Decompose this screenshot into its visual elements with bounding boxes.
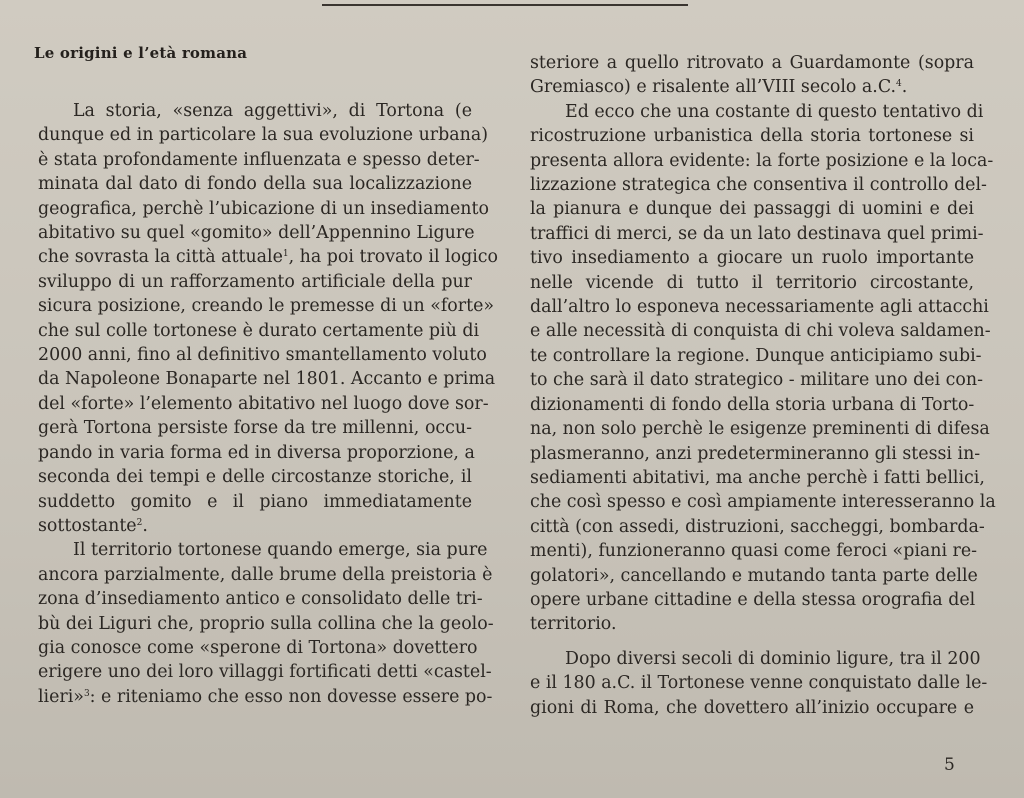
text-line: del «forte» l’elemento abitativo nel luogo dove sor- [38, 393, 489, 414]
footnote-marker: 4 [896, 79, 902, 90]
right-column [530, 51, 996, 720]
text-line: na, non solo perchè le esigenze preminenti di difesa [530, 419, 990, 440]
text-line: gerà Tortona persiste forse da tre millenni, occu- [38, 418, 472, 439]
footnote-marker: 1 [282, 249, 289, 260]
text-line: Il territorio tortonese quando emerge, sia pure [73, 540, 488, 561]
text-line: che sul colle tortonese è durato certamente più di [38, 320, 480, 341]
text-line: Dopo diversi secoli di dominio ligure, tra il 200 [565, 648, 981, 669]
text-line: geografica, perchè l’ubicazione di un insediamento [38, 198, 489, 219]
text-line: pando in varia forma ed in diversa proporzione, a [38, 442, 475, 463]
text-line: 2000 anni, fino al definitivo smantellamento voluto [38, 345, 487, 366]
text-line: dunque ed in particolare la sua evoluzione urbana) [38, 125, 488, 146]
text-line: sottostante$^2$. [38, 515, 148, 536]
text-line: sediamenti abitativi, ma anche perchè i fatti bellici, [530, 467, 985, 488]
text-line: traffici di merci, se da un lato destinava quel primi- [530, 223, 984, 244]
text-line: lizzazione strategica che consentiva il controllo del- [530, 175, 987, 196]
text-line: lieri»$^3$: e riteniamo che esso non dovesse essere po- [38, 686, 493, 707]
page-number: 5 [944, 755, 955, 775]
text-line: Ed ecco che una costante di questo tentativo di [565, 101, 984, 122]
text-line: ancora parzialmente, dalle brume della preistoria è [38, 564, 493, 585]
text-line: dall’altro lo esponeva necessariamente agli attacchi [530, 297, 989, 318]
text-line: bù dei Liguri che, proprio sulla collina che la geolo- [38, 613, 494, 634]
text-line: opere urbane cittadine e della stessa orografia del [530, 589, 976, 610]
footnote-marker: 2 [136, 517, 143, 528]
text-line: gioni di Roma, che dovettero all’inizio occupare e [530, 697, 974, 718]
text-line: sicura posizione, creando le premesse di un «forte» [38, 296, 495, 317]
top-rule [322, 4, 688, 6]
text-line: e alle necessità di conquista di chi voleva saldamen- [530, 321, 991, 342]
text-line: città (con assedi, distruzioni, saccheggi, bombarda- [530, 516, 985, 537]
text-line: da Napoleone Bonaparte nel 1801. Accanto e prima [38, 369, 496, 390]
text-line: minata dal dato di fondo della sua localizzazione [38, 174, 472, 195]
text-line: plasmeranno, anzi predetermineranno gli stessi in- [530, 443, 981, 464]
text-line: ricostruzione urbanistica della storia tortonese si [530, 126, 974, 147]
text-line: la pianura e dunque dei passaggi di uomini e dei [530, 199, 974, 220]
text-line: te controllare la regione. Dunque anticipiamo subi- [530, 345, 982, 366]
text-line: che sovrasta la città attuale$^1$, ha poi trovato il logico [38, 247, 498, 268]
text-line: territorio. [530, 614, 617, 635]
text-line: nelle vicende di tutto il territorio circostante, [530, 272, 974, 293]
text-line: dizionamenti di fondo della storia urbana di Torto- [530, 394, 975, 415]
text-line: suddetto gomito e il piano immediatamente [38, 491, 472, 512]
left-column [38, 99, 498, 709]
text-line: presenta allora evidente: la forte posizione e la loca- [530, 150, 994, 171]
section-heading: Le origini e l’età romana [34, 44, 248, 62]
text-line: tivo insediamento a giocare un ruolo importante [530, 248, 974, 269]
text-line: zona d’insediamento antico e consolidato delle tri- [38, 589, 483, 610]
text-line: abitativo su quel «gomito» dell’Appennino Ligure [38, 223, 475, 244]
text-line: gia conosce come «sperone di Tortona» dovettero [38, 637, 478, 658]
text-line: to che sarà il dato strategico - militare uno dei con- [530, 370, 983, 391]
text-line: menti), funzioneranno quasi come feroci «piani re- [530, 541, 978, 562]
text-line: seconda dei tempi e delle circostanze storiche, il [38, 467, 472, 488]
text-line: steriore a quello ritrovato a Guardamonte (sopra [530, 53, 974, 73]
text-line: Gremiasco) e risalente all’VIII secolo a.C.$^4$. [530, 77, 908, 98]
paragraph-gap [530, 637, 974, 647]
text-line: golatori», cancellando e mutando tanta parte delle [530, 565, 978, 586]
text-line: che così spesso e così ampiamente interesseranno la [530, 492, 996, 513]
text-line: La storia, «senza aggettivi», di Tortona (e [73, 101, 472, 121]
text-line: e il 180 a.C. il Tortonese venne conquistato dalle le- [530, 673, 988, 694]
text-line: erigere uno dei loro villaggi fortificati detti «castel- [38, 662, 492, 683]
text-line: sviluppo di un rafforzamento artificiale della pur [38, 271, 472, 292]
text-line: è stata profondamente influenzata e spesso deter- [38, 149, 480, 170]
footnote-marker: 3 [83, 688, 90, 699]
